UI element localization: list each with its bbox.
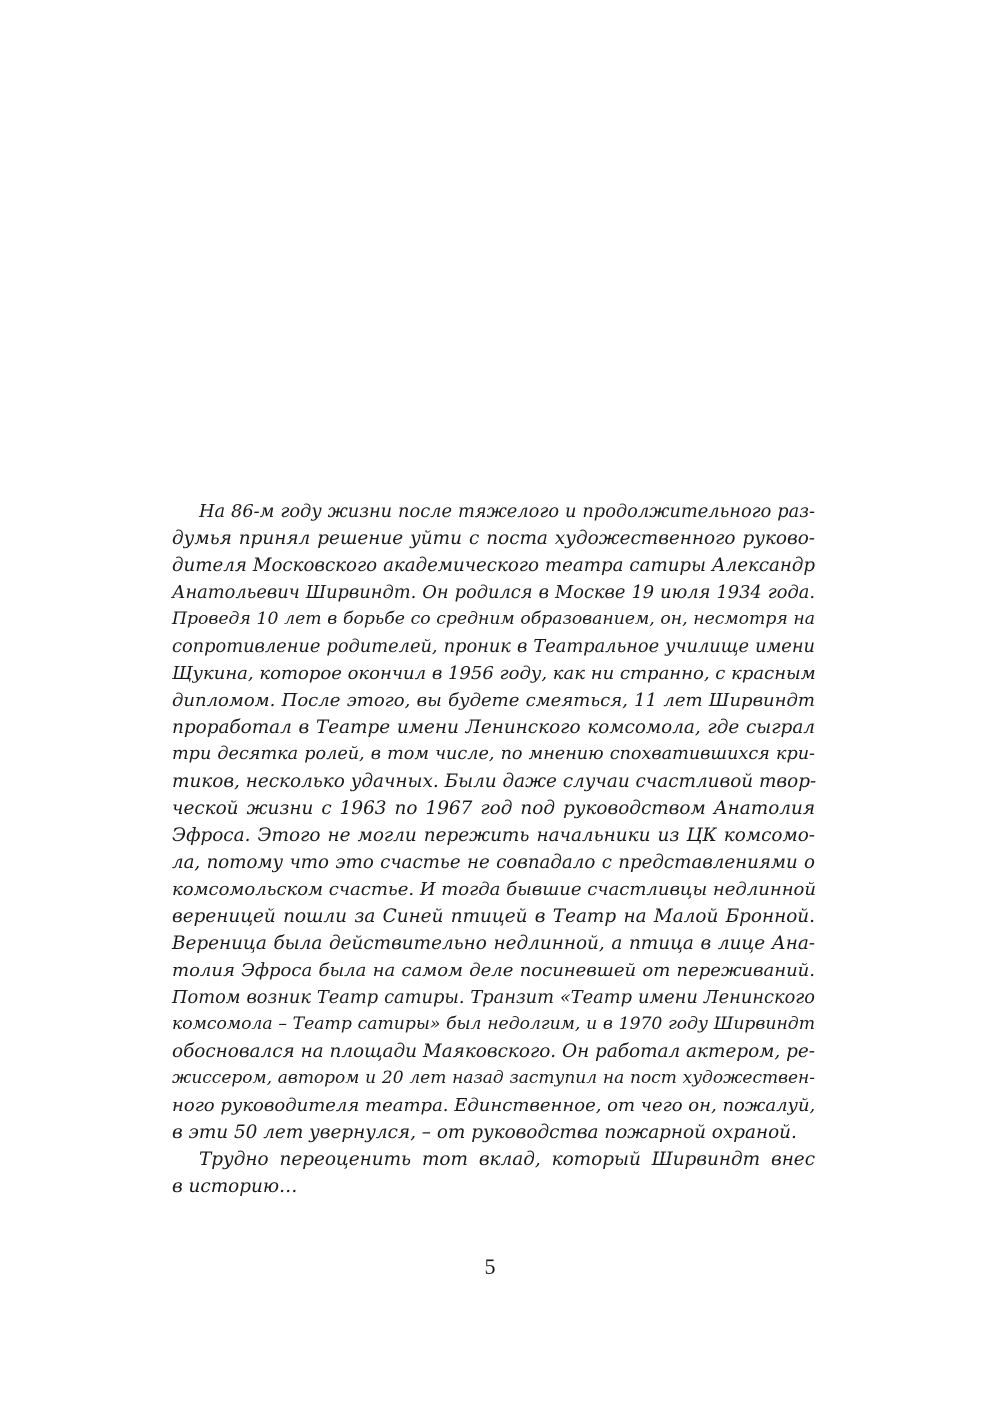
- text-line: Эфроса. Этого не могли пережить начальники из ЦК комсомо-: [172, 825, 815, 846]
- text-line: Анатольевич Ширвиндт. Он родился в Москве 19 июля 1934 года.: [172, 582, 815, 603]
- text-line: Щукина, которое окончил в 1956 году, как ни странно, с красным: [172, 663, 816, 684]
- text-line: проработал в Театре имени Ленинского комсомола, где сыграл: [172, 717, 815, 738]
- text-line: тиков, несколько удачных. Были даже случаи счастливой твор-: [172, 771, 817, 792]
- text-line: ного руководителя театра. Единственное, от чего он, пожалуй,: [172, 1095, 816, 1116]
- text-line: ческой жизни с 1963 по 1967 год под руководством Анатолия: [172, 798, 815, 819]
- text-line: три десятка ролей, в том числе, по мнению спохватившихся кри-: [172, 744, 815, 764]
- text-line: дипломом. После этого, вы будете смеяться, 11 лет Ширвиндт: [172, 690, 815, 711]
- text-line: вереницей пошли за Синей птицей в Театр на Малой Бронной.: [172, 906, 815, 927]
- text-line: комсомола – Театр сатиры» был недолгим, и в 1970 году Ширвиндт: [172, 1014, 815, 1034]
- text-line: дителя Московского академического театра сатиры Александр: [172, 555, 815, 576]
- text-line: Вереница была действительно недлинной, а птица в лице Ана-: [172, 933, 815, 954]
- body-text: [172, 498, 815, 1200]
- paragraph-1: [172, 498, 815, 1146]
- text-line: На 86-м году жизни после тяжелого и продолжительного раз-: [199, 501, 815, 522]
- text-line: толия Эфроса была на самом деле посиневшей от переживаний.: [172, 960, 815, 981]
- text-line: Трудно переоценить тот вклад, который Ширвиндт внес: [199, 1149, 815, 1170]
- text-line: сопротивление родителей, проник в Театральное училище имени: [172, 636, 815, 657]
- text-line: жиссером, автором и 20 лет назад заступил на пост художествен-: [172, 1068, 815, 1088]
- page-number: 5: [484, 1254, 496, 1279]
- text-line: в эти 50 лет увернулся, – от руководства пожарной охраной.: [172, 1122, 797, 1143]
- text-line: думья принял решение уйти с поста художественного руково-: [172, 528, 815, 549]
- text-line: Потом возник Театр сатиры. Транзит «Театр имени Ленинского: [172, 987, 815, 1008]
- text-line: в историю…: [172, 1176, 298, 1197]
- text-line: Проведя 10 лет в борьбе со средним образованием, он, несмотря на: [172, 609, 815, 629]
- text-line: ла, потому что это счастье не совпадало с представлениями о: [172, 852, 815, 873]
- text-line: обосновался на площади Маяковского. Он работал актером, ре-: [172, 1041, 815, 1062]
- text-line: комсомольском счастье. И тогда бывшие счастливцы недлинной: [172, 879, 816, 900]
- paragraph-2: [172, 1146, 815, 1200]
